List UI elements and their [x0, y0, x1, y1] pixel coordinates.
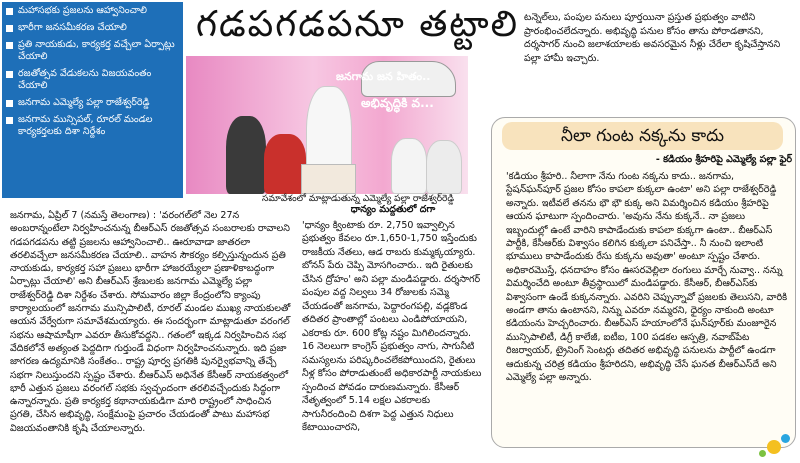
bullet-square-icon	[6, 100, 13, 107]
bullet-square-icon	[6, 71, 13, 78]
dot	[759, 450, 766, 457]
person-figure	[391, 138, 427, 194]
box-subtitle: - కడియం శ్రీహరిపై ఎమ్మెల్యే పల్లా ఫైర్	[655, 154, 792, 165]
podium	[301, 164, 356, 194]
person-figure	[426, 140, 462, 194]
bullet-square-icon	[6, 42, 13, 49]
article-column-left: జనగామ, ఏప్రిల్ 7 (నమస్తే తెలంగాణ) : 'వరంగల్‌లో నెల 27న అంబరాన్నంటేలా నిర్వహించనున్న బీఆర్‌ఎస్ రజతోత్సవ సంబరాలకు రావాలని గడపగడపను తట్టి ప్రజలను ఆహ్వానించాలి.. ఊరూవాడా జాతరలా తరలివచ్చేలా జనసమీకరణ చేయాలి.. వాహన సౌకర్యం కల్పిస్తున్నందున ప్రతి నాయకుడు, కార్యకర్త సహా ప్రజలు భారీగా హాజరయ్యేలా ప్రణాళికాబద్ధంగా ఏర్పాట్లు చేయాలి' అని బీఆర్‌ఎస్ శ్రేణులకు జనగామ ఎమ్మెల్యే పల్లా రాజేశ్వర్‌రెడ్డి దిశా నిర్దేశం చేశారు. సోమవారం జిల్లా కేంద్రంలోని క్యాంపు కార్యాలయంలో జనగామ మున్సిపాలిటీ, రూరల్ మండల ముఖ్య నాయకులతో ఆయన వేర్వేరుగా సమావేశమయ్యారు. ఈ సందర్భంగా మాట్లాడుతూ వరంగల్ సభను ఆషామాషీగా ఎవరూ తీసుకోవద్దని.. గతంలో ఇక్కడ నిర్వహించిన సభ వేదికలోనే అత్యంత పెద్దదిగా గుర్తుండే విధంగా నిర్వహించనున్నారు. ఇది ప్రజా జాగరణ ఉద్యమానికి సంకేతం.. రాష్ట్ర పూర్వ ప్రగతికి పునర్వైభవాన్ని తేచ్చే సభగా నిలుస్తుందని స్పష్టం చేశారు. బీఆర్‌ఎస్ అధినేత కేసీఆర్ నాయకత్వంలో భారీ ఎత్తున ప్రజలు వరంగల్ సభకు స్వచ్ఛందంగా తరలివచ్చేందుకు సిద్ధంగా ఉన్నారన్నారు. ప్రతి కార్యకర్త కథానాయకుడిగా మారి రాష్ట్రంలో సాధించిన ప్రగతి, చేసిన అభివృద్ధి, సంక్షేమంపై ప్రచారం చేయడంతో పాటు మహాసభ విజయవంతానికి కృషి చేయాలన్నారు.	[10, 210, 291, 434]
dot	[781, 434, 790, 443]
person-figure	[226, 116, 266, 194]
bullet-item	[6, 97, 179, 109]
bullet-text: జనగామ మున్సిపల్, రూరల్ మండల కార్యకర్తలకు దిశా నిర్దేశం	[18, 114, 153, 137]
headline: గడపగడపనూ తట్టాలి	[196, 4, 519, 45]
bullet-text: ప్రతి నాయకుడు, కార్యకర్త వచ్చేలా ఏర్పాట్లు చేయాలి	[18, 39, 175, 62]
news-photo	[186, 56, 468, 194]
bullet-square-icon	[6, 8, 13, 15]
photo-caption: సమావేశంలో మాట్లాడుతున్న ఎమ్మెల్యే పల్లా రాజేశ్వర్‌రెడ్డి	[262, 194, 455, 204]
banner-text: అభివృద్ధికి వ...	[361, 96, 434, 110]
sidebar-story-box	[491, 117, 796, 448]
bullet-item	[6, 5, 179, 17]
bullet-text: మహాసభకు ప్రజలను ఆహ్వానించాలి	[18, 5, 148, 16]
bullet-item	[6, 39, 179, 63]
person-figure	[264, 134, 306, 194]
banner-text: జనగామ జన హితం..	[336, 70, 431, 83]
bullet-text: రజతోత్సవ వేడుకలను విజయవంతం చేయాలి	[18, 68, 152, 91]
dot	[767, 440, 781, 454]
subheading: ధాన్యం మద్దతులో దగా	[350, 204, 436, 215]
logo-dots-icon	[757, 430, 797, 460]
box-body: 'కడియం శ్రీహరి.. నీలాగా నేను గుంట నక్కను కాదు.. జనగామ, స్టేషన్‌ఘన్‌పూర్ ప్రజల కోసం కాపలా కుక్కలా ఉంటా' అని పల్లా రాజేశ్వర్‌రెడ్డి అన్నారు. ఇటీవలే తనను భౌ భౌ కుక్క అని విమర్శించిన కడియం శ్రీహరిపై ఆయన ఘాటుగా స్పందించారు. 'అవును నేను కుక్కనే.. నా ప్రజలు ఇబ్బందుల్లో ఉంటే వారిని కాపాడేందుకు కాపలా కుక్కగా ఉంటా.. బీఆర్‌ఎస్ పార్టీకి, కేసీఆర్‌కు విశ్వాసం కలిగిన కుక్కలా పనిచేస్తా.. నీ నుంచి ఇలాంటి భూములు కాపాడేందుకు రేసు కుక్కను అవుతా' అంటూ స్పష్టం చేశారు. అధికారమొస్తే, ధనదాహం కోసం ఊసరవెల్లిలా రంగులు మార్చే నువ్వా.. నన్ను విమర్శించేది అంటూ తీవ్రస్థాయిలో మండిపడ్డారు. కేసీఆర్, బీఆర్‌ఎస్‌కు విశ్వాసంగా ఉండే కుక్కనన్నారు. ఎవరిని చెప్పున్నావో ప్రజలకు తెలుసని, వారికి అండగా తాను ఉంటానని, నిన్ను ఎవరూ నమ్మరని, ధైర్యం నాకుంది అంటూ కడియంను హెచ్చరించారు. బీఆర్‌ఎస్ హయాంలోనే ఘన్‌పూర్‌కు మంజూరైన మున్సిపాలిటీ, డిగ్రీ కాలేజీ, ఐటీఐ, 100 పడకల ఆస్పత్రి, నవాబ్‌పేట రిజర్వాయర్, ట్రైనింగ్ సెంటర్లు తదితర అభివృద్ధి పనులను పార్టీలో ఉండగా ఆదుకున్న చరిత్ర కడియం శ్రీహరిదని, అభివృద్ధి చేసే ఘనత బీఆర్‌ఎస్‌దే అని ఎమ్మెల్యే పల్లా అన్నారు.	[506, 171, 788, 384]
bullet-item	[6, 68, 179, 92]
bullet-text: భారీగా జనసమీకరణ చేయాలి	[18, 22, 127, 33]
article-column-middle	[302, 203, 484, 435]
bullet-square-icon	[6, 25, 13, 32]
bullet-item	[6, 114, 179, 138]
box-title: నీలా గుంట నక్కను కాదు	[502, 122, 783, 150]
bullet-item	[6, 22, 179, 34]
bullet-text: జనగామ ఎమ్మెల్యే పల్లా రాజేశ్వర్‌రెడ్డి	[18, 97, 150, 108]
bullet-panel	[2, 2, 183, 198]
article-column-right-top: టన్నెల్‌లు, పంపుల పనులు పూర్తయినా ప్రస్తుత ప్రభుత్వం వాటిని ప్రారంభించలేదన్నారు. అభివృద్ధి పనుల కోసం తాను పోరాడతానని, దర్శసాగర్ నుంచి జలాశయాలకు అవసరమైన నీళ్లు చేరేలా కృషిచేస్తానని పల్లా హామీ ఇచ్చారు.	[524, 12, 781, 64]
column-text: 'ధాన్యం క్వింటాకు రూ. 2,750 ఇవ్వాల్సిన ప్రభుత్వం కేవలం రూ.1,650-1,750 ఇస్తేందుకు రాజకీయ నేతలు, ఆడ రాబరు కుమ్మక్కయ్యారు. బోనస్ పేరు చెప్పి మోసగించారు.. ఇది రైతులకు చేసిన ద్రోహం' అని పల్లా మండిపడ్డారు. దర్శసాగర్ పంపుల వద్ద నిల్వలు 34 రోజులకు సమ్మె చేయడంతో జనగామ, పెద్దారంగపల్లి, వడ్లకొండ తదితర ప్రాంతాల్లో పంటలు ఎండిపోయాయని, ఎకరాకు రూ. 600 కోట్ల నష్టం మిగిలిందన్నారు. 16 నెలలుగా కాంగ్రెస్ ప్రభుత్వం నాగు, సాగునీటి సమస్యలను పరిష్కరించలేకపోయిందని, రైతులు నీళ్ల కోసం పోరాడుతుంటే అధికారపార్టీ నాయకులు స్పందించ పోవడం దారుణమన్నారు. కేసీఆర్ నేతృత్వంలో 5.14 లక్షల ఎకరాలకు సాగునీరందించి దిశగా పెద్ద ఎత్తున నిధులు కేటాయించారని,	[302, 219, 482, 433]
bullet-square-icon	[6, 117, 13, 124]
